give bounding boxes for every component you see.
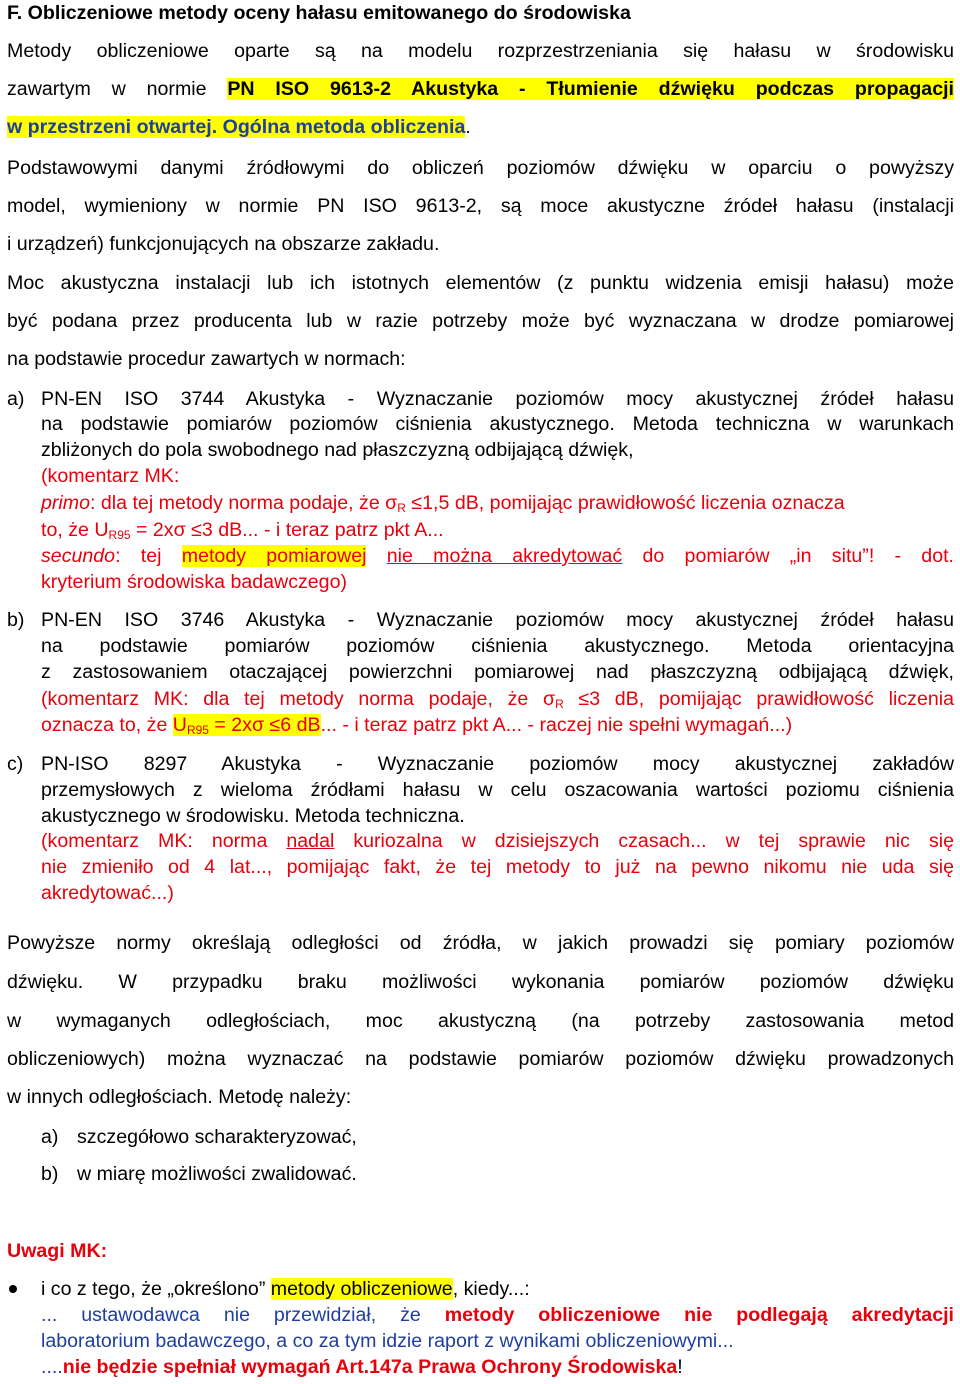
paragraph-line: zawartym w normie PN ISO 9613-2 Akustyka - Tłumienie dźwięku podczas propagacji: [7, 78, 954, 100]
paragraph-line: w wymaganych odległościach, moc akustyczną (na potrzeby zastosowania metod: [7, 1010, 954, 1032]
highlight: $U_{R95} = 2x\sigma \le 6$ dB: [172, 714, 321, 737]
comment-line: to, że $U_{R95} = 2x\sigma \le 3$ dB... - i teraz patrz pkt A...: [41, 519, 444, 542]
list-label: a): [7, 388, 25, 410]
list-item-line: PN-EN ISO 3744 Akustyka - Wyznaczanie poziomów mocy akustycznej źródeł hałasu: [41, 388, 954, 410]
list-item-line: na podstawie pomiarów poziomów ciśnienia akustycznego. Metoda techniczna w warunkach: [41, 413, 954, 435]
comment-line: akredytować...): [41, 882, 174, 904]
list-item-line: przemysłowych z wieloma źródłami hałasu w celu oszacowania wartości poziomu ciśnienia: [41, 779, 954, 801]
paragraph-line: obliczeniowych) można wyznaczać na podstawie pomiarów poziomów dźwięku prowadzonych: [7, 1048, 954, 1070]
list-item: w miarę możliwości zwalidować.: [77, 1163, 357, 1185]
paragraph-line: w innych odległościach. Metodę należy:: [7, 1086, 352, 1108]
list-item-line: na podstawie pomiarów poziomów ciśnienia akustycznego. Metoda orientacyjna: [41, 635, 954, 657]
paragraph-line: Powyższe normy określają odległości od źródła, w jakich prowadzi się pomiary poziomów: [7, 932, 954, 954]
comment-line: (komentarz MK: dla tej metody norma podaje, że $\sigma_R \le 3$ dB, pomijając prawidłowość liczenia: [41, 688, 954, 711]
comment-line: (komentarz MK: norma nadal kuriozalna w dzisiejszych czasach... w tej sprawie nic się: [41, 830, 954, 852]
paragraph-line: Moc akustyczna instalacji lub ich istotnych elementów (z punktu widzenia emisji hałasu) może: [7, 272, 954, 294]
highlight: metody pomiarowej: [181, 545, 367, 567]
norm-highlight: PN ISO 9613-2 Akustyka - Tłumienie dźwięku podczas propagacji: [227, 78, 954, 100]
comment-line: primo: dla tej metody norma podaje, że $\sigma_R \le 1,5$ dB, pomijając prawidłowość liczenia oznacza: [41, 492, 845, 515]
remarks-title: Uwagi MK:: [7, 1240, 108, 1262]
paragraph-line: w przestrzeni otwartej. Ogólna metoda obliczenia.: [7, 116, 471, 138]
paragraph-line: model, wymieniony w normie PN ISO 9613-2, są moce akustyczne źródeł hałasu (instalacji: [7, 195, 954, 217]
comment-line: oznacza to, że $U_{R95} = 2x\sigma \le 6$ dB... - i teraz patrz pkt A... - raczej nie spełni wymagań...): [41, 714, 793, 737]
list-label: c): [7, 753, 24, 775]
list-item-line: PN-EN ISO 3746 Akustyka - Wyznaczanie poziomów mocy akustycznej źródeł hałasu: [41, 609, 954, 631]
norm-highlight: w przestrzeni otwartej. Ogólna metoda obliczenia: [7, 116, 466, 138]
list-item-line: zbliżonych do pola swobodnego nad płaszczyzną odbijającą dźwięk,: [41, 439, 634, 461]
paragraph-line: Metody obliczeniowe oparte są na modelu rozprzestrzeniania się hałasu w środowisku: [7, 40, 954, 62]
list-item-line: PN-ISO 8297 Akustyka - Wyznaczanie poziomów mocy akustycznej zakładów: [41, 753, 954, 775]
comment-line: secundo: tej metody pomiarowej nie można akredytować do pomiarów „in situ”! - dot.: [41, 545, 954, 567]
comment-line: nie zmieniło od 4 lat..., pomijając fakt, że tej metody to już na pewno nikomu nie uda się: [41, 856, 954, 878]
comment-line: (komentarz MK:: [41, 465, 180, 487]
list-label: b): [41, 1163, 59, 1185]
paragraph-line: dźwięku. W przypadku braku możliwości wykonania pomiarów poziomów dźwięku: [7, 971, 954, 993]
list-label: b): [7, 609, 25, 631]
paragraph-line: na podstawie procedur zawartych w normach:: [7, 348, 406, 370]
list-item: szczegółowo scharakteryzować,: [77, 1126, 357, 1148]
paragraph-line: być podana przez producenta lub w razie potrzeby może być wyznaczana w drodze pomiarowej: [7, 310, 954, 332]
paragraph-line: i urządzeń) funkcjonujących na obszarze zakładu.: [7, 233, 440, 255]
section-heading: F. Obliczeniowe metody oceny hałasu emitowanego do środowiska: [7, 2, 631, 24]
paragraph-line: Podstawowymi danymi źródłowymi do obliczeń poziomów dźwięku w oparciu o powyższy: [7, 157, 954, 179]
remark-line: ... ustawodawca nie przewidział, że metody obliczeniowe nie podlegają akredytacji: [41, 1304, 954, 1326]
remark-line: ....nie będzie spełniał wymagań Art.147a Prawa Ochrony Środowiska!: [41, 1356, 683, 1378]
remark-line: laboratorium badawczego, a co za tym idzie raport z wynikami obliczeniowymi...: [41, 1330, 734, 1352]
highlight: metody obliczeniowe: [270, 1278, 453, 1300]
list-item-line: akustycznego w środowisku. Metoda techniczna.: [41, 805, 465, 827]
remark-line: i co z tego, że „określono” metody obliczeniowe, kiedy...:: [41, 1278, 530, 1300]
comment-line: kryterium środowiska badawczego): [41, 571, 347, 593]
list-label: a): [41, 1126, 59, 1148]
list-item-line: z zastosowaniem otaczającej powierzchni pomiarowej nad płaszczyzną odbijającą dźwięk,: [41, 661, 954, 683]
bullet-icon: [9, 1285, 17, 1293]
